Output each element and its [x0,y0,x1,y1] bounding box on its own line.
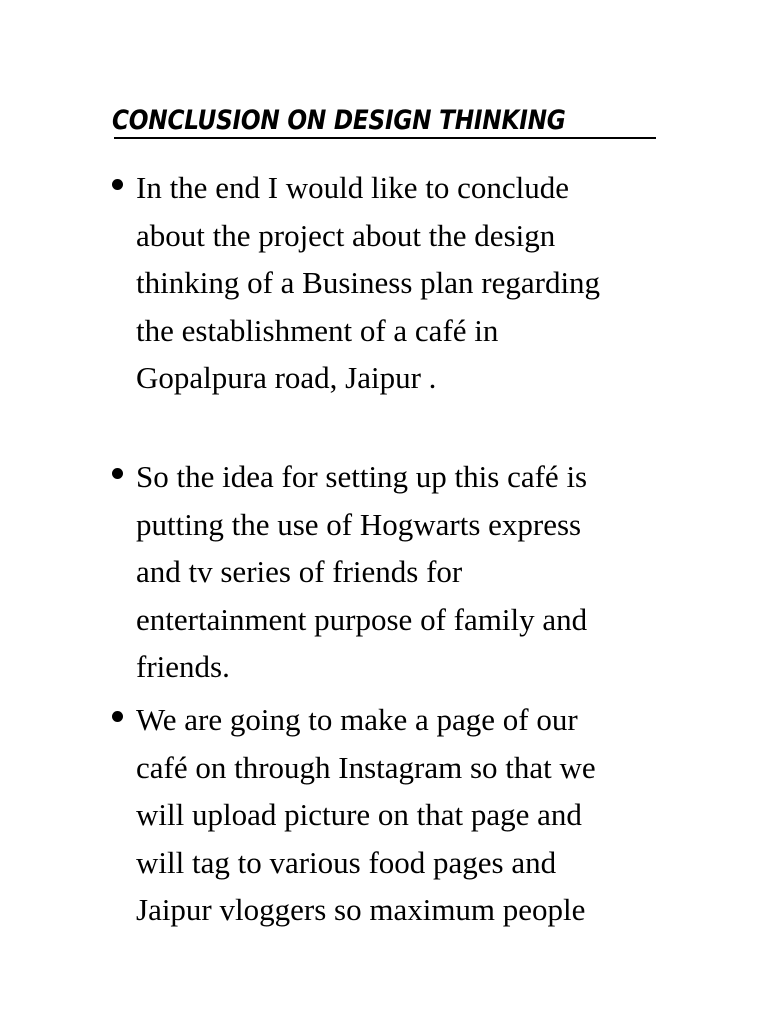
bullet-text: In the end I would like to conclude about the project about the design thinking of a Business plan regarding the establishment of a café in Gopalpura road, Jaipur . [136,170,601,395]
page-title: CONCLUSION ON DESIGN THINKING [112,105,566,136]
bullet-point-icon [112,179,123,190]
bullet-point-icon [112,711,123,722]
title-underline [114,137,656,139]
bullet-text: So the idea for setting up this café is putting the use of Hogwarts express and tv series of friends for entertainment purpose of family and friends. [136,459,588,684]
bullet-text: We are going to make a page of our café on through Instagram so that we will upload picture on that page and will tag to various food pages and Jaipur vloggers so maximum people [136,702,596,927]
bullet-point-icon [112,468,123,479]
